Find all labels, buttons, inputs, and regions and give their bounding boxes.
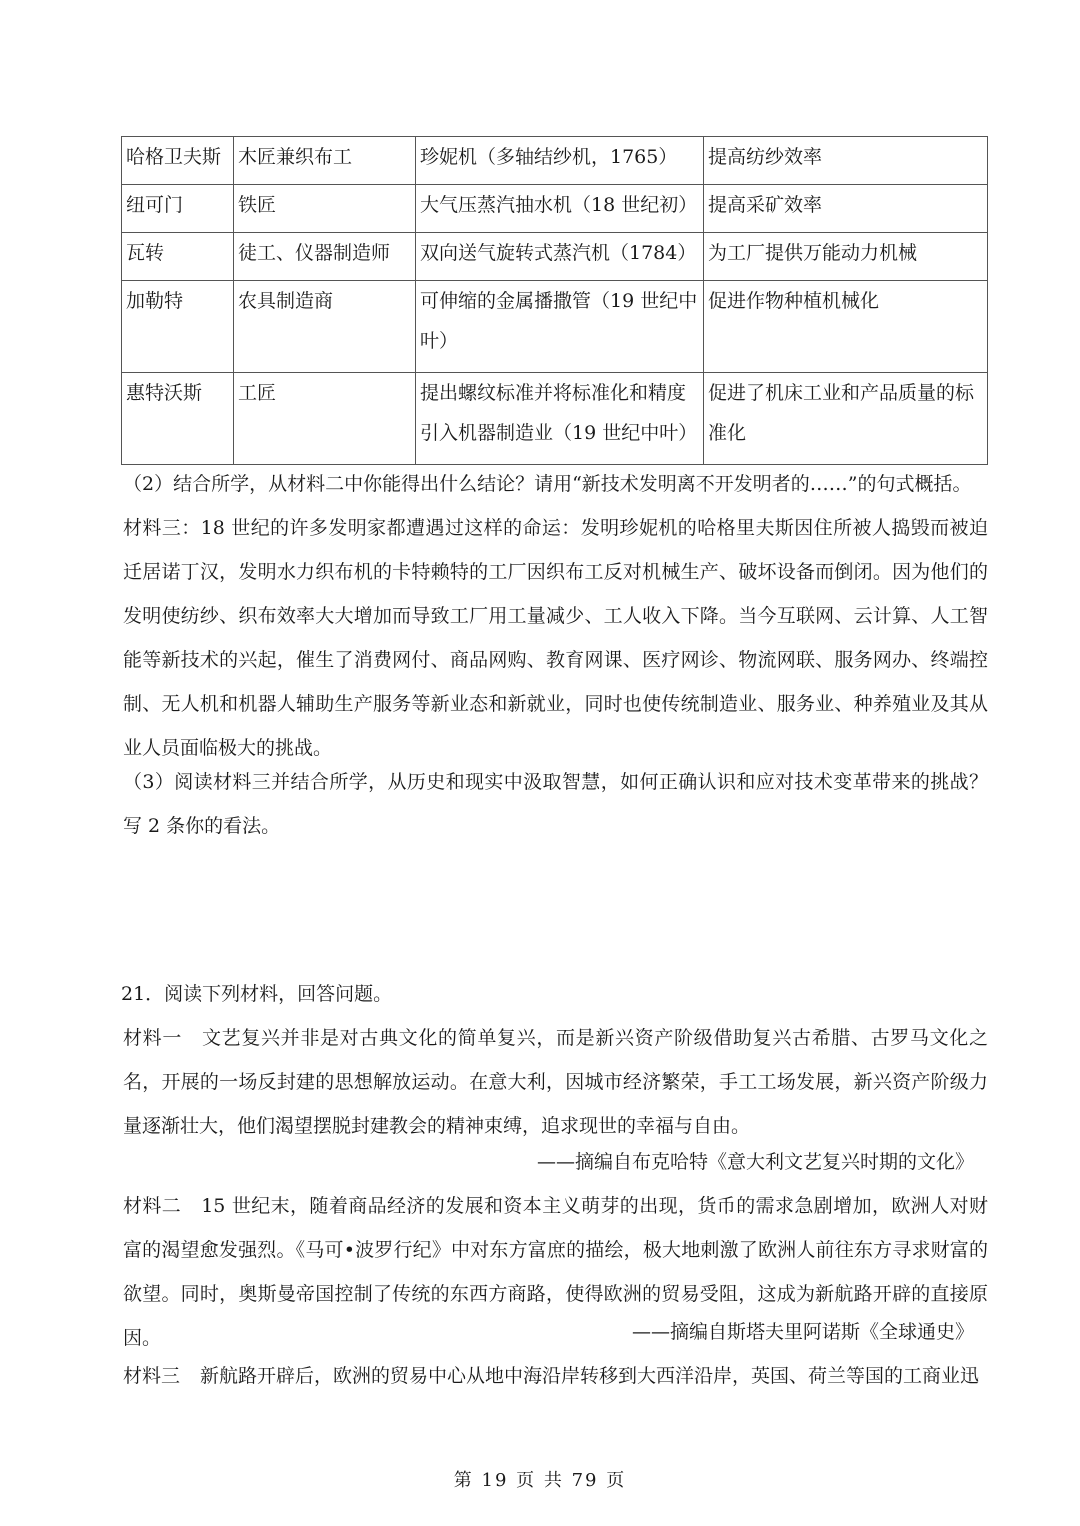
material-1-label: 材料一 <box>123 1027 182 1049</box>
table-cell-effect: 促进作物种植机械化 <box>704 281 988 373</box>
table-cell-occupation: 木匠兼织布工 <box>234 137 416 185</box>
table-cell-occupation: 农具制造商 <box>234 281 416 373</box>
question-2: （2）结合所学，从材料二中你能得出什么结论？请用“新技术发明离不开发明者的……”的句式概括。 <box>123 473 972 495</box>
table-cell-invention: 珍妮机（多轴结纱机，1765） <box>416 137 704 185</box>
table-cell-invention: 提出螺纹标准并将标准化和精度引入机器制造业（19 世纪中叶） <box>416 373 704 465</box>
table-cell-effect: 提高纺纱效率 <box>704 137 988 185</box>
material-1-source: ——摘编自布克哈特《意大利文艺复兴时期的文化》 <box>536 1151 974 1173</box>
material-2-text: 15 世纪末，随着商品经济的发展和资本主义萌芽的出现，货币的需求急剧增加，欧洲人对财富的渴望愈发强烈。《马可•波罗行纪》中对东方富庶的描绘，极大地刺激了欧洲人前往东方寻求财富的欲望。同时，奥斯曼帝国控制了传统的东西方商路，使得欧洲的贸易受阻，这成为新航路开辟的直接原因。 <box>123 1195 988 1349</box>
material-3-partial-text: 新航路开辟后，欧洲的贸易中心从地中海沿岸转移到大西洋沿岸，英国、荷兰等国的工商业迅 <box>200 1365 980 1387</box>
inventors-table <box>121 136 988 465</box>
table-cell-invention: 可伸缩的金属播撒管（19 世纪中叶） <box>416 281 704 373</box>
table-cell-effect: 为工厂提供万能动力机械 <box>704 233 988 281</box>
table-cell-inventor: 瓦转 <box>122 233 234 281</box>
table-row <box>122 373 988 465</box>
table-row <box>122 233 988 281</box>
material-3-label: 材料三 <box>123 1365 181 1387</box>
material-1-text: 文艺复兴并非是对古典文化的简单复兴，而是新兴资产阶级借助复兴古希腊、古罗马文化之名，开展的一场反封建的思想解放运动。在意大利，因城市经济繁荣，手工工场发展，新兴资产阶级力量逐渐壮大，他们渴望摆脱封建教会的精神束缚，追求现世的幸福与自由。 <box>123 1027 988 1137</box>
table-cell-occupation: 铁匠 <box>234 185 416 233</box>
table-cell-effect: 提高采矿效率 <box>704 185 988 233</box>
table-cell-inventor: 惠特沃斯 <box>122 373 234 465</box>
table-cell-invention: 大气压蒸汽抽水机（18 世纪初） <box>416 185 704 233</box>
material-3-text: 材料三：18 世纪的许多发明家都遭遇过这样的命运：发明珍妮机的哈格里夫斯因住所被人捣毁而被迫迁居诺丁汉，发明水力织布机的卡特赖特的工厂因织布工反对机械生产、破坏设备而倒闭。因为他们的发明使纺纱、织布效率大大增加而导致工厂用工量减少、工人收入下降。当今互联网、云计算、人工智能等新技术的兴起，催生了消费网付、商品网购、教育网课、医疗网诊、物流网联、服务网办、终端控制、无人机和机器人辅助生产服务等新业态和新就业，同时也使传统制造业、服务业、种养殖业及其从业人员面临极大的挑战。 <box>123 517 988 759</box>
table-cell-inventor: 纽可门 <box>122 185 234 233</box>
table-cell-inventor: 加勒特 <box>122 281 234 373</box>
table-cell-inventor: 哈格卫夫斯 <box>122 137 234 185</box>
q21-material-3 <box>123 1354 988 1398</box>
table-cell-occupation: 工匠 <box>234 373 416 465</box>
table-row <box>122 137 988 185</box>
table-cell-invention: 双向送气旋转式蒸汽机（1784） <box>416 233 704 281</box>
q21-material-1 <box>123 1016 988 1148</box>
material-2-label: 材料二 <box>123 1195 182 1217</box>
table-row <box>122 281 988 373</box>
table-cell-effect: 促进了机床工业和产品质量的标准化 <box>704 373 988 465</box>
table-row <box>122 185 988 233</box>
question-3: （3）阅读材料三并结合所学，从历史和现实中汲取智慧，如何正确认识和应对技术变革带来的挑战？写 2 条你的看法。 <box>123 771 988 837</box>
table-cell-occupation: 徒工、仪器制造师 <box>234 233 416 281</box>
material-2-source: ——摘编自斯塔夫里阿诺斯《全球通史》 <box>631 1321 974 1343</box>
question-21-title: 21．阅读下列材料，回答问题。 <box>121 983 393 1005</box>
page-number-footer: 第 19 页 共 79 页 <box>453 1470 627 1491</box>
